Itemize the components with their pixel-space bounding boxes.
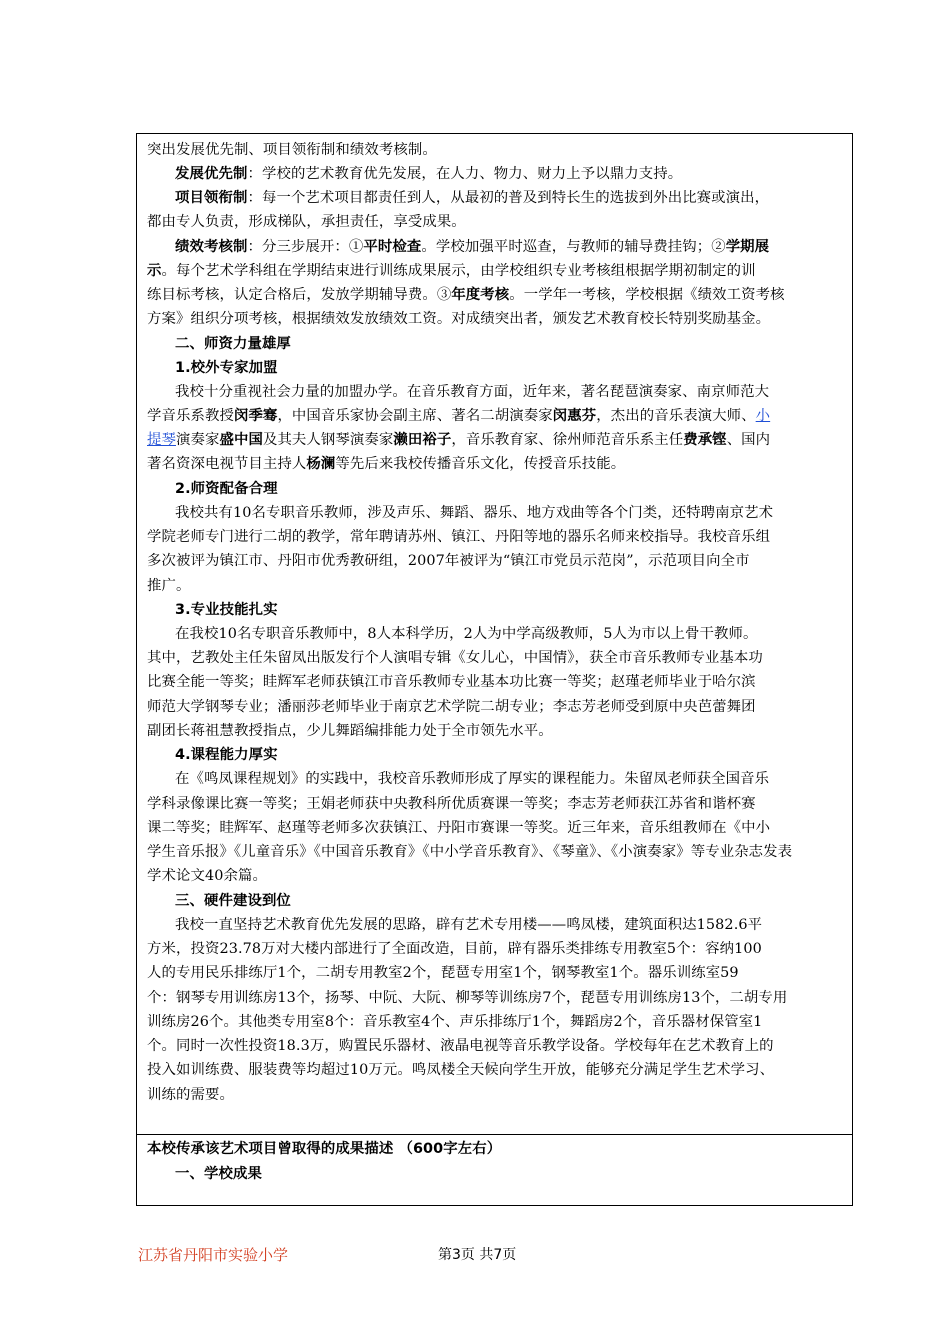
school-name: 江苏省丹阳市实验小学 [138, 1246, 289, 1264]
violin-link[interactable]: 小 [755, 408, 771, 424]
text-line: 在《鸣凤课程规划》的实践中，我校音乐教师形成了厚实的课程能力。朱留凤老师获全国音乐 [175, 771, 770, 787]
teaching-management-cell [137, 134, 852, 1134]
text-line: 练目标考核，认定合格后，发放学期辅导费。③年度考核。一学年一考核，学校根据《绩效工资考核 [147, 287, 785, 303]
text-line: 多次被评为镇江市、丹阳市优秀教研组，2007年被评为“镇江市党员示范岗”，示范项目向全市 [147, 553, 750, 569]
text-line: 学院老师专门进行二胡的教学，常年聘请苏州、镇江、丹阳等地的器乐名师来校指导。我校音乐组 [147, 529, 771, 545]
text-line: 副团长蒋祖慧教授指点，少儿舞蹈编排能力处于全市领先水平。 [147, 723, 553, 739]
text-line: 推广。 [147, 578, 191, 594]
text-line: 我校共有10名专职音乐教师，涉及声乐、舞蹈、器乐、地方戏曲等各个门类，还特聘南京艺术 [175, 505, 774, 521]
text-line: 其中，艺教处主任朱留凤出版发行个人演唱专辑《女儿心，中国情》，获全市音乐教师专业基本功 [147, 650, 763, 666]
text-line: 人的专用民乐排练厅1个，二胡专用教室2个，琵琶专用室1个，钢琴教室1个。器乐训练室59 [147, 965, 739, 981]
text-line: 投入如训练费、服装费等均超过10万元。鸣凤楼全天候向学生开放，能够充分满足学生艺术学习、 [147, 1062, 775, 1078]
text-line: 都由专人负责，形成梯队，承担责任，享受成果。 [147, 214, 466, 230]
text-line: 师范大学钢琴专业；潘丽莎老师毕业于南京艺术学院二胡专业；李志芳老师受到原中央芭蕾舞团 [147, 699, 756, 715]
text-line: 学科录像课比赛一等奖；王娟老师获中央教科所优质赛课一等奖；李志芳老师获江苏省和谐杯赛 [147, 796, 756, 812]
text-line: 比赛全能一等奖；眭辉军老师获镇江市音乐教师专业基本功比赛一等奖；赵瑾老师毕业于哈尔滨 [147, 674, 756, 690]
form-table [136, 133, 853, 1206]
section-heading: 二、师资力量雄厚 [175, 336, 291, 352]
text-line: 方米，投资23.78万对大楼内部进行了全面改造，目前，辟有器乐类排练专用教室5个：容纳100 [147, 941, 762, 957]
text-line: 我校十分重视社会力量的加盟办学。在音乐教育方面，近年来，著名琵琶演奏家、南京师范大 [175, 384, 770, 400]
text-line: 个：钢琴专用训练房13个，扬琴、中阮、大阮、柳琴等训练房7个，琵琶专用训练房13个，二胡专用 [147, 990, 788, 1006]
text-line: 个。同时一次性投资18.3万，购置民乐器材、液晶电视等音乐教学设备。学校每年在艺术教育上的 [147, 1038, 774, 1054]
text-line: 著名资深电视节目主持人杨澜等先后来我校传播音乐文化，传授音乐技能。 [147, 456, 626, 472]
achievement-cell [137, 1134, 852, 1206]
text-line: 学音乐系教授闵季骞，中国音乐家协会副主席、著名二胡演奏家闵惠芬，杰出的音乐表演大师、小 [147, 408, 771, 424]
text-line: 学生音乐报》《儿童音乐》《中国音乐教育》《中小学音乐教育》、《琴童》、《小演奏家》等专业杂志发表 [147, 844, 793, 860]
text-line: 方案》组织分项考核，根据绩效发放绩效工资。对成绩突出者，颁发艺术教育校长特别奖励基金。 [147, 311, 771, 327]
subsection-heading: 1.校外专家加盟 [175, 360, 278, 376]
page-number: 第3页 共7页 [438, 1247, 517, 1263]
text-line: 学术论文40余篇。 [147, 868, 267, 884]
text-line: 绩效考核制：分三步展开：①平时检查。学校加强平时巡查，与教师的辅导费挂钩；②学期展 [175, 239, 770, 255]
achievement-title: 本校传承该艺术项目曾取得的成果描述 （600字左右） [147, 1141, 502, 1157]
text-line: 课二等奖；眭辉军、赵瑾等老师多次获镇江、丹阳市赛课一等奖。近三年来，音乐组教师在《中小 [147, 820, 771, 836]
text-line: 在我校10名专职音乐教师中，8人本科学历，2人为中学高级教师，5人为市以上骨干教师。 [175, 626, 758, 642]
text-line: 提琴演奏家盛中国及其夫人钢琴演奏家濑田裕子，音乐教育家、徐州师范音乐系主任费承铿、国内 [147, 432, 771, 448]
subsection-heading: 2.师资配备合理 [175, 481, 278, 497]
text-line: 突出发展优先制、项目领衔制和绩效考核制。 [147, 142, 437, 158]
text-line: 训练的需要。 [147, 1087, 234, 1103]
text-line: 发展优先制：学校的艺术教育优先发展，在人力、物力、财力上予以鼎力支持。 [175, 166, 683, 182]
subsection-heading: 4.课程能力厚实 [175, 747, 278, 763]
section-heading: 三、硬件建设到位 [175, 893, 291, 909]
violin-link[interactable]: 提琴 [147, 432, 176, 448]
text-line: 我校一直坚持艺术教育优先发展的思路，辟有艺术专用楼——鸣凤楼，建筑面积达1582.6平 [175, 917, 763, 933]
subsection-heading: 3.专业技能扎实 [175, 602, 278, 618]
text-line: 项目领衔制：每一个艺术项目都责任到人，从最初的普及到特长生的选拔到外出比赛或演出， [175, 190, 770, 206]
text-line: 示。每个艺术学科组在学期结束进行训练成果展示，由学校组织专业考核组根据学期初制定的训 [147, 263, 756, 279]
text-line: 训练房26个。其他类专用室8个：音乐教室4个、声乐排练厅1个，舞蹈房2个，音乐器材保管室1 [147, 1014, 763, 1030]
section-heading: 一、学校成果 [175, 1166, 262, 1182]
